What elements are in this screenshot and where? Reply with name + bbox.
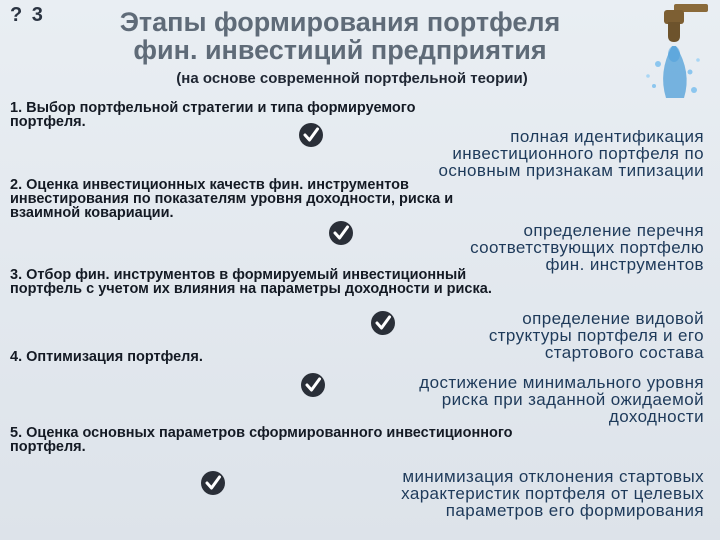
result-5-line-1: минимизация отклонения стартовых [402, 467, 704, 486]
step-3 [10, 268, 492, 296]
slide-subtitle: (на основе современной портфельной теории) [176, 70, 528, 87]
result-2-line-1: определение перечня [523, 221, 704, 240]
result-2-line-3: фин. инструментов [545, 255, 704, 274]
result-1-line-3: основным признакам типизации [438, 161, 704, 180]
step-1-line-2: портфеля. [10, 114, 86, 130]
step-2 [10, 178, 453, 220]
result-5 [401, 468, 704, 519]
checkmark-icon [300, 372, 326, 398]
result-5-line-3: параметров его формирования [445, 501, 704, 520]
step-2-line-1: 2. Оценка инвестиционных качеств фин. инструментов [10, 177, 409, 193]
step-1 [10, 101, 415, 129]
result-4-line-1: достижение минимального уровня [419, 373, 704, 392]
result-4-line-2: риска при заданной ожидаемой [441, 390, 704, 409]
checkmark-icon [328, 220, 354, 246]
result-3-line-2: структуры портфеля и его [488, 326, 704, 345]
step-3-line-2: портфель с учетом их влияния на параметры доходности и риска. [10, 281, 492, 297]
checkmark-icon [200, 470, 226, 496]
title-line-1: Этапы формирования портфеля [119, 7, 561, 37]
step-2-line-2: инвестирования по показателям уровня доходности, риска и [10, 191, 454, 207]
result-3-line-1: определение видовой [522, 309, 704, 328]
step-2-line-3: взаимной ковариации. [10, 205, 174, 221]
step-1-line-1: 1. Выбор портфельной стратегии и типа формируемого [10, 100, 416, 116]
water-faucet-icon [628, 2, 714, 102]
step-4-line-1: 4. Оптимизация портфеля. [10, 349, 203, 365]
result-4-line-3: доходности [608, 407, 704, 426]
result-1-line-2: инвестиционного портфеля по [452, 144, 704, 163]
step-5-line-1: 5. Оценка основных параметров сформированного инвестиционного [10, 425, 513, 441]
step-5 [10, 426, 513, 454]
step-3-line-1: 3. Отбор фин. инструментов в формируемый инвестиционный [10, 267, 467, 283]
checkmark-icon [298, 122, 324, 148]
result-1-line-1: полная идентификация [510, 127, 704, 146]
result-2 [470, 222, 704, 273]
checkmark-icon [370, 310, 396, 336]
result-3 [489, 310, 704, 361]
result-1 [439, 128, 704, 179]
result-5-line-2: характеристик портфеля от целевых [401, 484, 704, 503]
result-3-line-3: стартового состава [544, 343, 704, 362]
slide-title [60, 8, 620, 64]
step-5-line-2: портфеля. [10, 439, 86, 455]
step-4 [10, 350, 203, 364]
result-4 [419, 374, 704, 425]
slide-number: ? 3 [10, 4, 45, 26]
result-2-line-2: соответствующих портфелю [470, 238, 704, 257]
title-line-2: фин. инвестиций предприятия [133, 35, 547, 65]
